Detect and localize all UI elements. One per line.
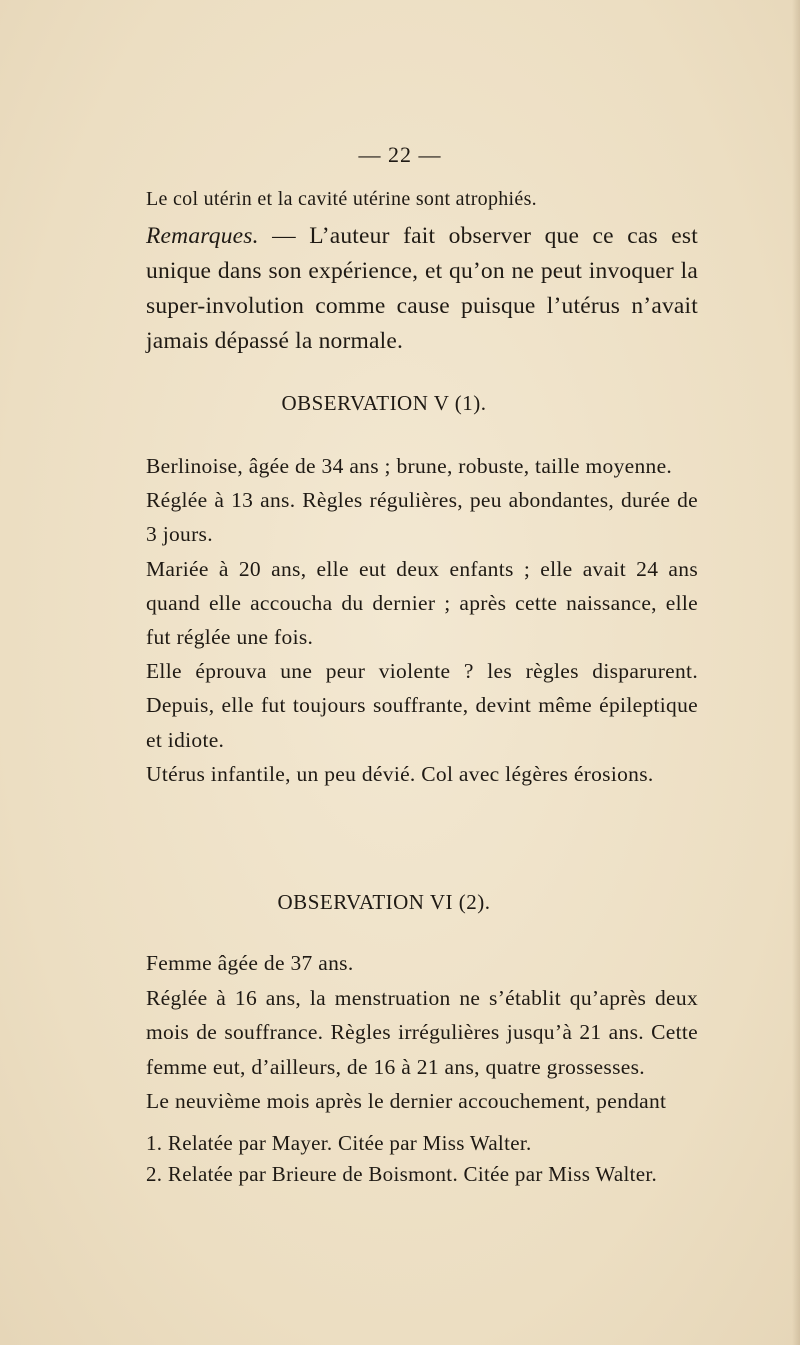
intro-text: Le col utérin et la cavité utérine sont atrophiés.	[146, 188, 537, 210]
observation-v-body	[146, 449, 698, 791]
obs5-paragraph-2: Réglée à 13 ans. Règles régulières, peu abondantes, durée de 3 jours.	[146, 488, 698, 547]
obs5-paragraph-3: Mariée à 20 ans, elle eut deux enfants ; elle avait 24 ans quand elle accoucha du dernier ; après cette naissance, elle fut réglée une fois.	[146, 556, 698, 650]
observation-v-heading: OBSERVATION V (1).	[281, 391, 487, 415]
intro-line	[146, 182, 698, 216]
remarques-paragraph	[146, 219, 698, 359]
observation-vi-heading: OBSERVATION VI (2).	[277, 890, 491, 914]
obs5-paragraph-1: Berlinoise, âgée de 34 ans ; brune, robuste, taille moyenne.	[146, 454, 673, 478]
obs5-paragraph-4: Elle éprouva une peur violente ? les règles disparurent. Depuis, elle fut toujours souffrante, devint même épileptique et idiote.	[146, 659, 698, 752]
obs6-paragraph-3: Le neuvième mois après le dernier accouchement, pendant	[146, 1089, 667, 1114]
page-edge-shadow	[792, 0, 800, 1345]
remarques-text	[146, 219, 698, 359]
remarques-lead: Remarques.	[146, 223, 259, 249]
footnote-1: 1. Relatée par Mayer. Citée par Miss Walter.	[146, 1131, 532, 1155]
observation-vi-body	[146, 946, 698, 1119]
obs6-paragraph-1: Femme âgée de 37 ans.	[146, 951, 354, 975]
footnotes	[146, 1128, 706, 1190]
remarques-body: — L’auteur fait observer que ce cas est unique dans son expérience, et qu’on ne peut invoquer la super-involution comme cause puisque l’utérus n’avait jamais dépassé la normale.	[146, 223, 698, 354]
footnote-2: 2. Relatée par Brieure de Boismont. Citée par Miss Walter.	[146, 1162, 658, 1186]
page-number: — 22 —	[358, 142, 442, 167]
obs5-paragraph-5: Utérus infantile, un peu dévié. Col avec légères érosions.	[146, 761, 654, 786]
obs6-paragraph-2: Réglée à 16 ans, la menstruation ne s’établit qu’après deux mois de souffrance. Règles irrégulières jusqu’à 21 ans. Cette femme eut, d’ailleurs, de 16 à 21 ans, quatre grossesses.	[146, 985, 698, 1079]
